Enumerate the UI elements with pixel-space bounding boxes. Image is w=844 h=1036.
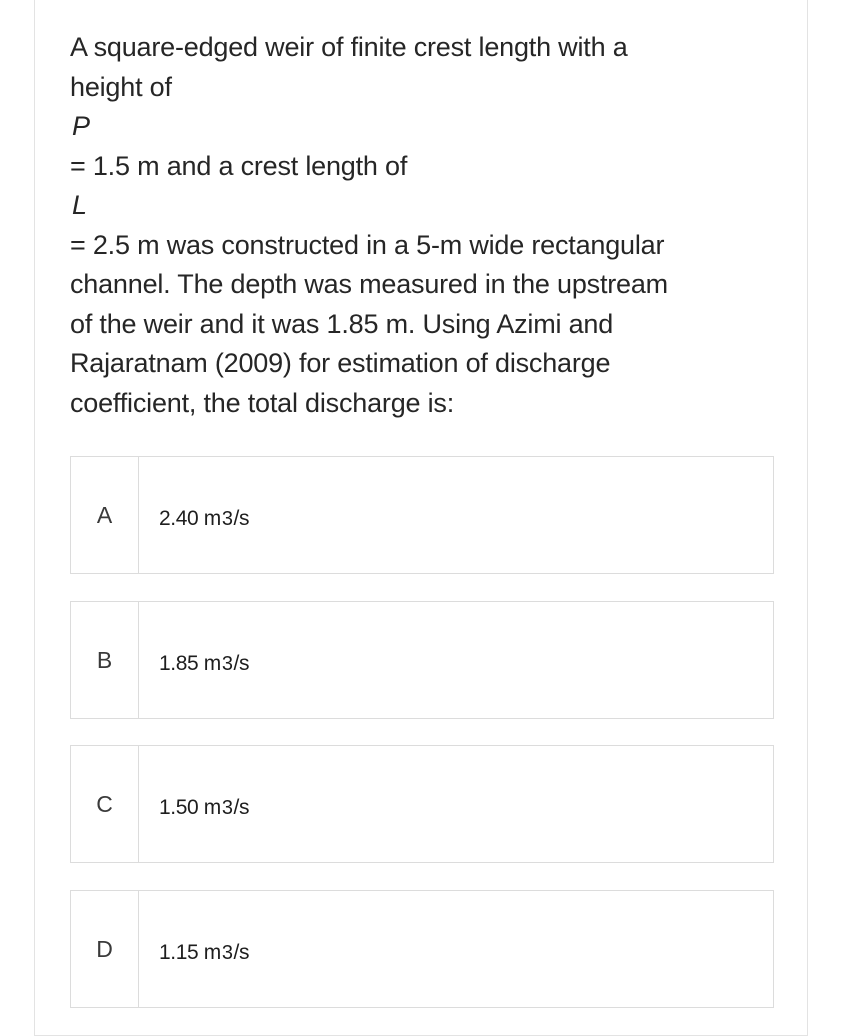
question-line: = 1.5 m and a crest length of bbox=[70, 150, 408, 181]
question-line: Rajaratnam (2009) for estimation of discharge bbox=[70, 348, 611, 378]
question-line: of the weir and it was 1.85 m. Using Azimi and bbox=[70, 308, 614, 339]
option-letter: C bbox=[71, 746, 139, 862]
option-a[interactable] bbox=[70, 456, 774, 574]
question-line: coefficient, the total discharge is: bbox=[70, 387, 455, 418]
question-line: A square-edged weir of finite crest length with a bbox=[70, 32, 628, 62]
option-text: 1.50 m 3 /s bbox=[159, 796, 250, 819]
option-d[interactable] bbox=[70, 890, 774, 1008]
option-letter: D bbox=[71, 891, 139, 1007]
option-unit: /s bbox=[233, 941, 250, 964]
option-value: 2.40 m bbox=[159, 507, 221, 530]
option-text: 2.40 m 3 /s bbox=[159, 507, 250, 530]
option-text: 1.15 m 3 /s bbox=[159, 941, 250, 964]
variable-l: L bbox=[72, 190, 87, 220]
option-text: 1.85 m 3 /s bbox=[159, 652, 250, 675]
option-letter: A bbox=[71, 457, 139, 573]
option-value: 1.85 m bbox=[159, 652, 221, 675]
option-value: 1.15 m bbox=[159, 941, 221, 964]
variable-p: P bbox=[72, 111, 90, 141]
option-letter: B bbox=[71, 602, 139, 718]
question-line: = 2.5 m was constructed in a 5-m wide rectangular bbox=[70, 229, 665, 260]
option-b[interactable] bbox=[70, 601, 774, 719]
option-unit: /s bbox=[233, 652, 250, 675]
question-line: height of bbox=[70, 71, 172, 102]
option-unit: /s bbox=[233, 507, 250, 530]
option-unit: /s bbox=[233, 796, 250, 819]
question-text bbox=[70, 28, 750, 423]
option-value: 1.50 m bbox=[159, 796, 221, 819]
question-line: channel. The depth was measured in the upstream bbox=[70, 269, 668, 299]
option-c[interactable] bbox=[70, 745, 774, 863]
